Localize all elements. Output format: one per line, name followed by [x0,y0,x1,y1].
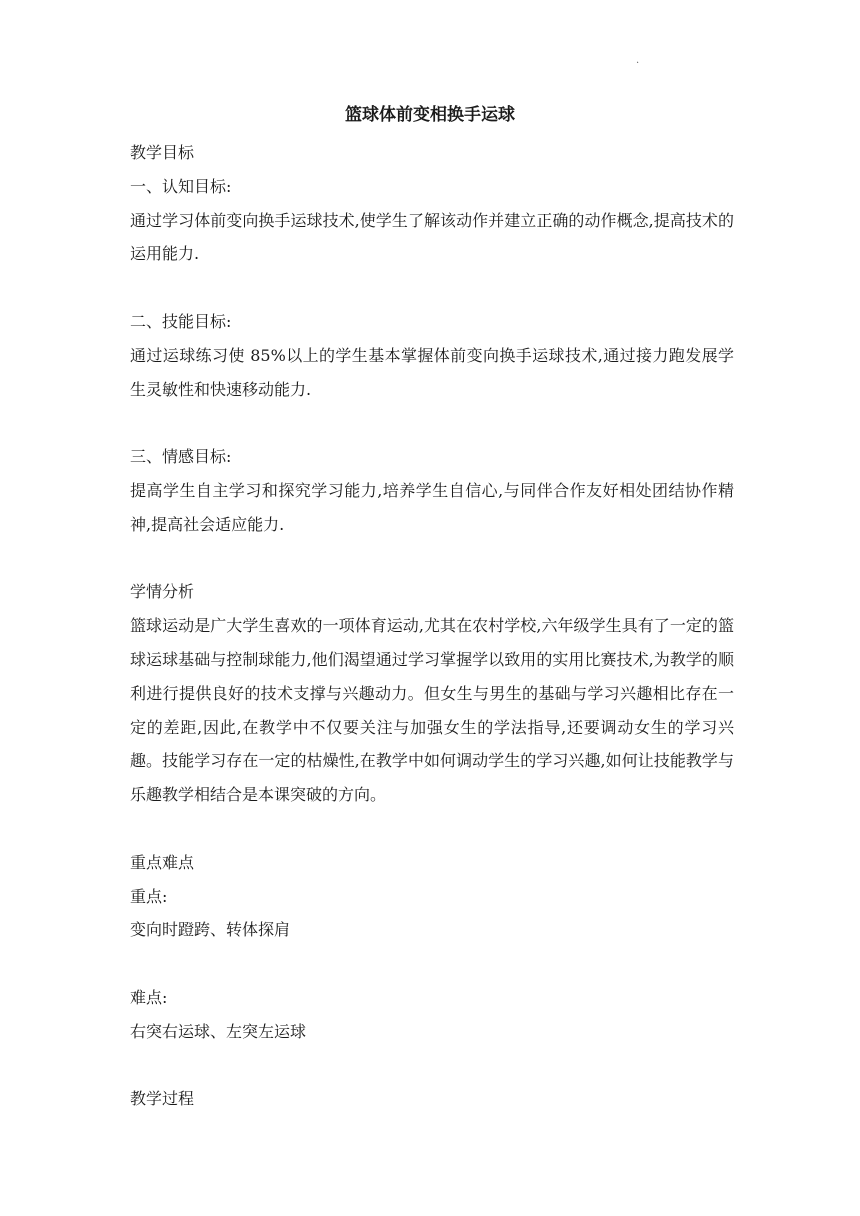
cognitive-text: 通过学习体前变向换手运球技术,使学生了解该动作并建立正确的动作概念,提高技术的运用能力. [130,210,734,264]
focus-label: 重点: [130,886,168,906]
spacer [130,542,734,576]
spacer [130,406,734,440]
emotion-text: 提高学生自主学习和探究学习能力,培养学生自信心,与同伴合作友好相处团结协作精神,提高社会适应能力. [130,480,734,534]
spacer [130,1049,734,1083]
objectives-heading: 教学目标 [130,143,195,162]
document-title: 篮球体前变相换手运球 [345,105,515,125]
focus-text: 变向时蹬跨、转体探肩 [130,920,291,940]
spacer [130,271,734,305]
spacer [130,947,734,981]
page-mark: . [636,55,640,66]
skill-heading: 二、技能目标: [130,311,232,331]
cognitive-heading: 一、认知目标: [130,176,232,196]
spacer [130,812,734,846]
analysis-text: 篮球运动是广大学生喜欢的一项体育运动,尤其在农村学校,六年级学生具有了一定的篮球运球基础与控制球能力,他们渴望通过学习掌握学以致用的实用比赛技术,为教学的顺利进行提供良好的技术支撑与兴趣动力。但女生与男生的基础与学习兴趣相比存在一定的差距,因此,在教学中不仅要关注与加强女生的学法指导,还要调动女生的学习兴趣。技能学习存在一定的枯燥性,在教学中如何调动学生的学习兴趣,如何让技能教学与乐趣教学相结合是本课突破的方向。 [130,616,734,805]
skill-text: 通过运球练习使 85%以上的学生基本掌握体前变向换手运球技术,通过接力跑发展学生灵敏性和快速移动能力. [130,345,734,399]
emotion-heading: 三、情感目标: [130,447,232,467]
key-points-heading: 重点难点 [130,852,195,872]
process-heading: 教学过程 [130,1089,195,1109]
difficulty-label: 难点: [130,987,168,1007]
document-body [130,136,734,1116]
difficulty-text: 右突右运球、左突左运球 [130,1021,307,1041]
analysis-heading: 学情分析 [130,582,195,602]
